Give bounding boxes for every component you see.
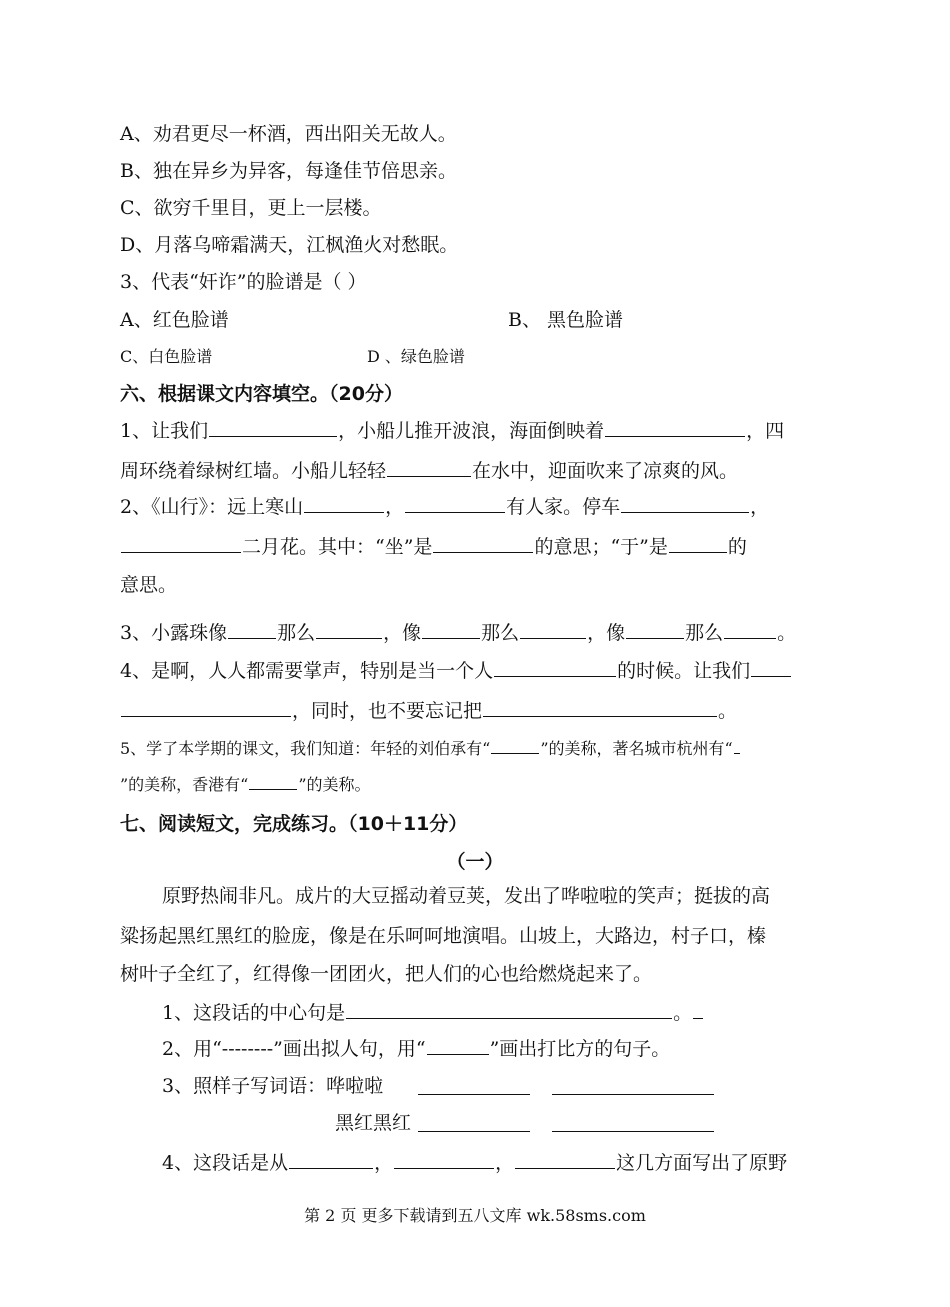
s6-q2-line3: 意思。	[120, 574, 178, 596]
passage-number: （一）	[446, 851, 504, 873]
blank[interactable]	[427, 1036, 489, 1055]
blank[interactable]	[520, 620, 586, 639]
text: 3、小露珠像	[120, 622, 228, 644]
text: 。	[777, 622, 797, 644]
text: 这几方面写出了原野	[616, 1152, 788, 1174]
text: 4、是啊，人人都需要掌声，特别是当一个人	[120, 660, 494, 682]
s6-q5-line1	[120, 736, 741, 762]
blank[interactable]	[751, 658, 791, 677]
blank[interactable]	[734, 738, 740, 754]
s7-q3-line1	[162, 1073, 383, 1099]
blank[interactable]	[394, 1150, 494, 1169]
text: 。	[673, 1002, 693, 1024]
mask-option-c: C、白色脸谱	[120, 347, 213, 366]
blank[interactable]	[387, 458, 471, 477]
blank[interactable]	[605, 418, 745, 437]
blank[interactable]	[209, 418, 337, 437]
text: 的时候。让我们	[617, 660, 751, 682]
blank[interactable]	[422, 620, 480, 639]
s7-q1	[162, 1000, 704, 1026]
blank[interactable]	[626, 620, 684, 639]
text: 2、用“--------”画出拟人句，用“	[162, 1038, 426, 1060]
text: 2、《山行》：远上寒山	[120, 496, 304, 518]
text: 那么	[685, 622, 724, 644]
blank[interactable]	[228, 620, 276, 639]
text: 有人家。停车	[506, 496, 621, 518]
blank[interactable]	[289, 1150, 373, 1169]
mask-option-a: A、红色脸谱	[120, 309, 229, 331]
text: 周环绕着绿树红墙。小船儿轻轻	[120, 460, 387, 482]
text: 1、这段话的中心句是	[162, 1002, 346, 1024]
text: ”画出打比方的句子。	[489, 1038, 671, 1060]
option-c-poem: C、欲穷千里目，更上一层楼。	[120, 197, 382, 219]
text: 。	[718, 700, 738, 722]
s6-q2-line1	[120, 494, 769, 520]
text: 二月花。其中：“坐”是	[242, 536, 433, 558]
blank[interactable]	[121, 534, 241, 553]
s7-q2	[162, 1036, 670, 1062]
text: ，同时，也不要忘记把	[292, 700, 483, 722]
text: ，像	[587, 622, 626, 644]
blank[interactable]	[346, 1000, 672, 1019]
text: 的意思；“于”是	[534, 536, 668, 558]
blank[interactable]	[121, 698, 291, 717]
section-7-heading: 七、阅读短文，完成练习。（10＋11分）	[120, 813, 468, 835]
text: ，四	[746, 420, 785, 442]
s6-q4-line2	[120, 698, 737, 724]
blank[interactable]	[621, 494, 749, 513]
text: 在水中，迎面吹来了凉爽的风。	[472, 460, 739, 482]
section-6-heading: 六、根据课文内容填空。（20分）	[120, 383, 403, 405]
blank[interactable]	[304, 494, 384, 513]
text: 的	[727, 536, 747, 558]
mask-option-b: B、 黑色脸谱	[508, 309, 624, 331]
text: 那么	[481, 622, 520, 644]
s6-q1-line2	[120, 458, 738, 484]
text: 3、照样子写词语：哗啦啦	[162, 1075, 384, 1097]
blank[interactable]	[491, 738, 539, 754]
passage-line-1: 原野热闹非凡。成片的大豆摇动着豆荚，发出了哗啦啦的笑声；挺拔的高	[162, 885, 771, 907]
page-footer: 第 2 页 更多下载请到五八文库 wk.58sms.com	[304, 1206, 646, 1225]
text: 4、这段话是从	[162, 1152, 289, 1174]
text: ”的美称，香港有“	[120, 775, 249, 794]
text: ，小船儿推开波浪，海面倒映着	[338, 420, 605, 442]
blank[interactable]	[483, 698, 717, 717]
s6-q1-line1	[120, 418, 784, 444]
text: ，像	[383, 622, 422, 644]
blank[interactable]	[693, 1000, 703, 1019]
word-blank-2[interactable]	[552, 1076, 714, 1095]
text: ，	[495, 1152, 515, 1174]
blank[interactable]	[494, 658, 616, 677]
blank[interactable]	[316, 620, 382, 639]
passage-line-3: 树叶子全红了，红得像一团团火，把人们的心也给燃烧起来了。	[120, 963, 653, 985]
text: 那么	[277, 622, 316, 644]
text: ”的美称。	[298, 775, 371, 794]
s6-q5-line2	[120, 772, 371, 798]
blank[interactable]	[515, 1150, 615, 1169]
word-blank-1[interactable]	[418, 1076, 530, 1095]
passage-line-2: 粱扬起黑红黑红的脸庞，像是在乐呵呵地演唱。山坡上，大路边，村子口，榛	[120, 925, 767, 947]
text: 1、让我们	[120, 420, 209, 442]
mask-option-d: D 、绿色脸谱	[367, 347, 465, 366]
text: ，	[750, 496, 770, 518]
word-blank-4[interactable]	[552, 1113, 714, 1132]
text: ，	[374, 1152, 394, 1174]
blank[interactable]	[724, 620, 776, 639]
blank[interactable]	[669, 534, 727, 553]
blank[interactable]	[249, 774, 297, 790]
text: 5、学了本学期的课文，我们知道：年轻的刘伯承有“	[120, 739, 491, 758]
text: ”的美称，著名城市杭州有“	[540, 739, 733, 758]
s6-q2-line2	[120, 534, 747, 560]
s6-q4-line1	[120, 658, 792, 684]
s7-q3-line2: 黑红黑红	[335, 1112, 412, 1134]
blank[interactable]	[433, 534, 533, 553]
blank[interactable]	[405, 494, 505, 513]
option-b-poem: B、独在异乡为异客，每逢佳节倍思亲。	[120, 160, 457, 182]
s6-q3	[120, 620, 796, 646]
s7-q4	[162, 1150, 787, 1176]
text: ，	[385, 496, 405, 518]
word-blank-3[interactable]	[418, 1113, 530, 1132]
option-a-poem: A、劝君更尽一杯酒，西出阳关无故人。	[120, 123, 457, 145]
question-3-mask: 3、代表“奸诈”的脸谱是（ ）	[120, 271, 367, 293]
option-d-poem: D、月落乌啼霜满天，江枫渔火对愁眠。	[120, 234, 459, 256]
